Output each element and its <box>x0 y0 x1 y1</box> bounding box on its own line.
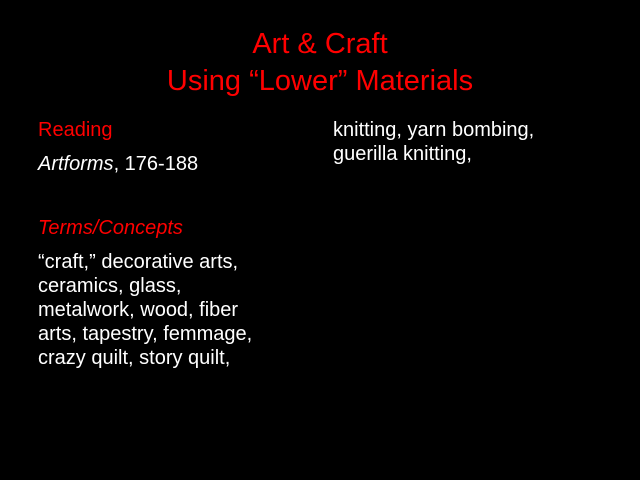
terms-line: knitting, yarn bombing, <box>333 119 535 141</box>
spacer <box>38 186 318 216</box>
title-line-1: Art & Craft <box>252 28 388 60</box>
title-line-2: Using “Lower” Materials <box>166 65 474 97</box>
terms-label: Terms/Concepts <box>38 217 183 239</box>
terms-line: guerilla knitting, <box>333 143 472 165</box>
terms-line: ceramics, glass, <box>38 275 182 297</box>
terms-line: “craft,” decorative arts, <box>38 251 239 273</box>
artforms-title: Artforms <box>38 153 114 175</box>
terms-line: metalwork, wood, fiber <box>38 299 239 321</box>
reading-citation <box>38 152 318 176</box>
terms-list <box>38 250 318 370</box>
left-column <box>38 118 318 370</box>
right-column <box>333 118 623 166</box>
reading-label: Reading <box>38 119 113 141</box>
artforms-pages: , 176-188 <box>113 153 199 175</box>
slide-title <box>0 26 640 100</box>
terms-line: arts, tapestry, femmage, <box>38 323 253 345</box>
terms-line: crazy quilt, story quilt, <box>38 347 231 369</box>
